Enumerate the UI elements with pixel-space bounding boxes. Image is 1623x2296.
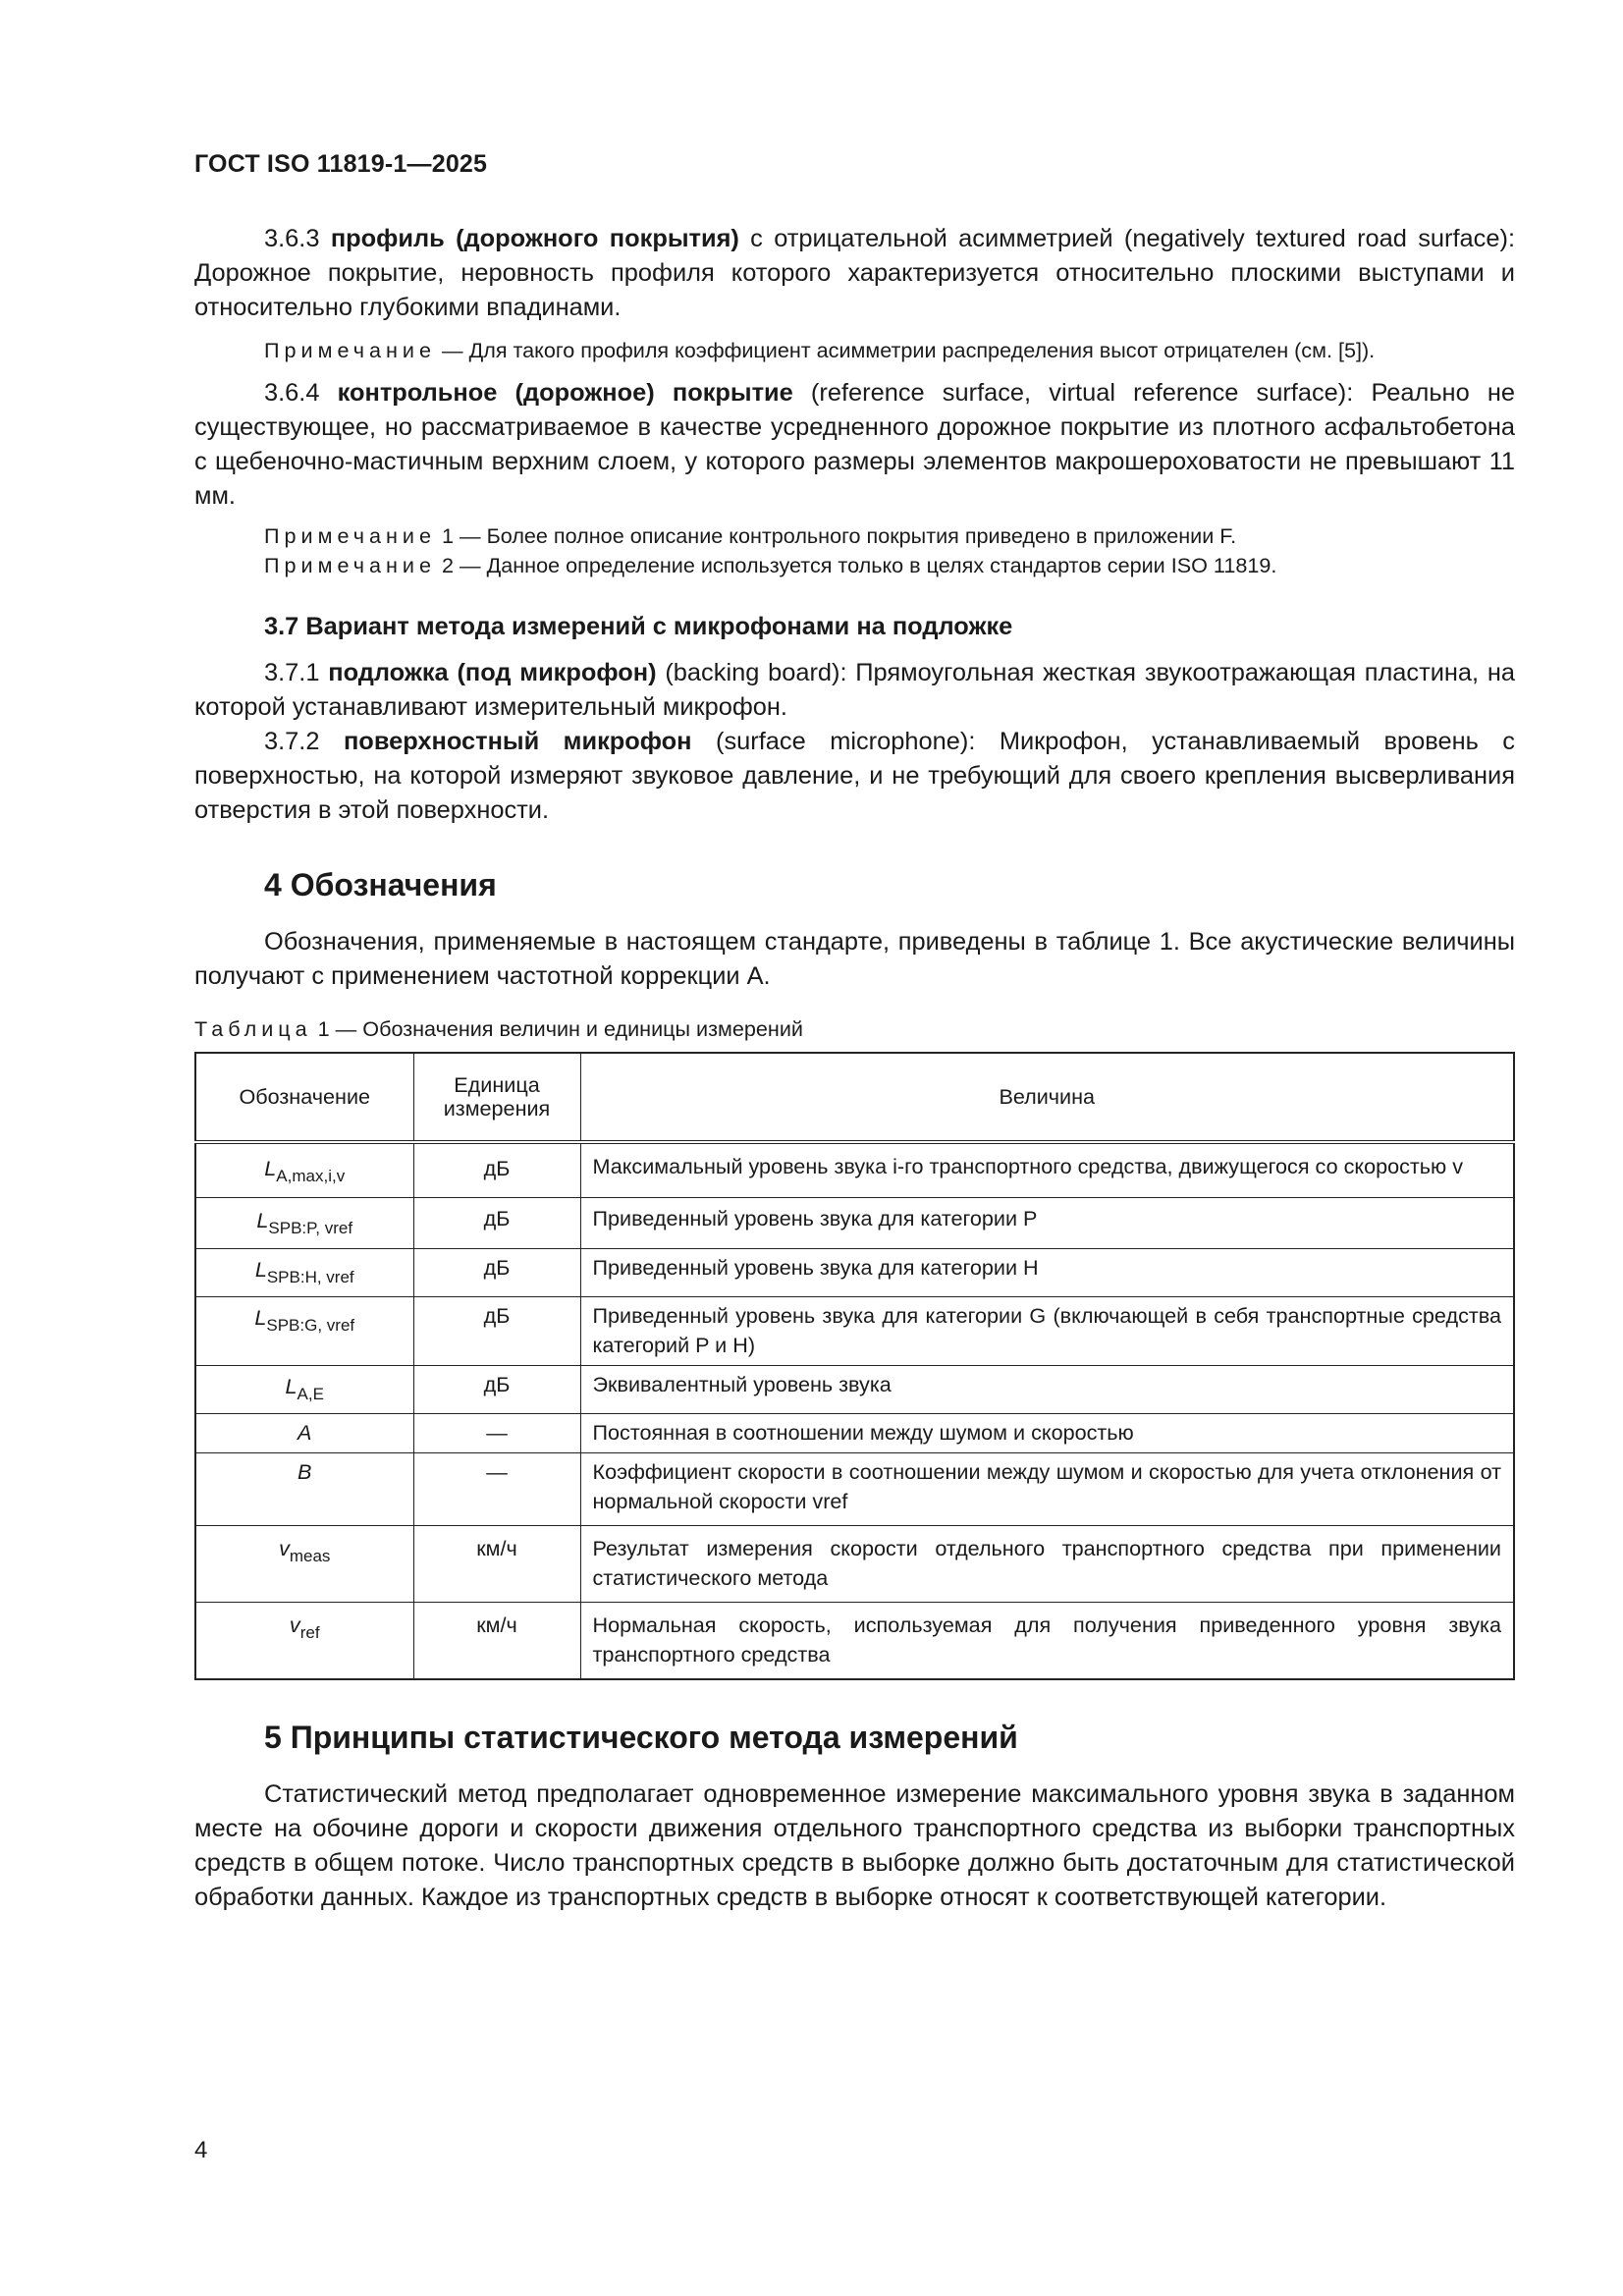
quantity-cell: Максимальный уровень звука i-го транспортного средства, движущегося со скоростью v (580, 1142, 1514, 1198)
table-1-caption (194, 1014, 1515, 1044)
symbol-cell (195, 1526, 413, 1603)
term: поверхностный микрофон (343, 728, 692, 755)
symbol-cell (195, 1249, 413, 1297)
note-3-6-3 (194, 336, 1515, 365)
header-symbol: Обозначение (195, 1053, 413, 1142)
symbol-subscript: A,max,i,v (276, 1167, 346, 1185)
quantity-cell: Приведенный уровень звука для категории G (включающей в себя транспортные средства категорий P и H) (580, 1297, 1514, 1366)
definition-text: (backing board): Прямоугольная жесткая звукоотражающая пластина, на которой устанавливают измерительный микрофон. (194, 659, 1515, 721)
quantity-cell: Приведенный уровень звука для категории H (580, 1249, 1514, 1297)
note-label: Примечание (264, 553, 436, 577)
document-header: ГОСТ ISO 11819-1—2025 (194, 150, 488, 178)
page-content (194, 222, 1515, 1915)
symbol-subscript: SPB:P, vref (268, 1219, 353, 1237)
term: контрольное (дорожное) покрытие (337, 379, 793, 407)
table-caption-text: 1 — Обозначения величин и единицы измерений (311, 1016, 803, 1041)
unit-cell: дБ (413, 1198, 580, 1249)
symbol-main: L (285, 1374, 298, 1398)
symbol-cell (195, 1142, 413, 1198)
unit-cell: дБ (413, 1249, 580, 1297)
symbol-cell (195, 1366, 413, 1414)
table-row (195, 1249, 1514, 1297)
symbol-main: A (298, 1420, 312, 1445)
unit-cell: дБ (413, 1366, 580, 1414)
table-row (195, 1366, 1514, 1414)
symbol-subscript: meas (289, 1547, 331, 1565)
quantity-cell: Нормальная скорость, используемая для получения приведенного уровня звука транспортного средства (580, 1603, 1514, 1680)
note-number: 2 (436, 553, 455, 577)
clause-number: 3.7.1 (264, 659, 320, 686)
symbol-main: L (264, 1156, 277, 1180)
definition-text: (negatively textured road surface): Дорожное покрытие, неровность профиля которого характеризуется относительно плоскими выступами и относительно глубокими впадинами. (194, 225, 1516, 321)
symbol-main: v (289, 1613, 300, 1637)
symbol-main: L (254, 1257, 267, 1282)
table-row (195, 1142, 1514, 1198)
unit-cell: км/ч (413, 1526, 580, 1603)
symbol-cell (195, 1414, 413, 1453)
quantity-cell: Приведенный уровень звука для категории P (580, 1198, 1514, 1249)
term: подложка (под микрофон) (328, 659, 657, 686)
symbol-subscript: A,E (297, 1385, 324, 1403)
table-row (195, 1198, 1514, 1249)
definition-text: (reference surface, virtual reference surface): Реально не существующее, но рассматриваемое в качестве усредненного дорожное покрытие из плотного асфальтобетона с щебеночно-мастичным верхним слоем, у которого размеры элементов макрошероховатости не превышают 11 мм. (194, 379, 1515, 510)
clause-number: 3.6.3 (264, 225, 320, 252)
table-header-row (195, 1053, 1514, 1142)
unit-cell: — (413, 1453, 580, 1526)
unit-cell: дБ (413, 1142, 580, 1198)
quantity-cell: Коэффициент скорости в соотношении между шумом и скоростью для учета отклонения от нормальной скорости vref (580, 1453, 1514, 1526)
quantity-cell: Эквивалентный уровень звука (580, 1366, 1514, 1414)
note-label: Примечание (264, 523, 436, 548)
note-3-6-4-2 (194, 551, 1515, 580)
term-continuation: с отрицательной асимметрией (738, 225, 1113, 252)
header-unit: Единица измерения (413, 1053, 580, 1142)
table-row (195, 1414, 1514, 1453)
symbol-subscript: SPB:H, vref (266, 1268, 354, 1286)
note-text: — Для такого профиля коэффициент асимметрии распределения высот отрицателен (см. [5]). (436, 338, 1376, 362)
symbols-table (194, 1052, 1515, 1680)
section-3-7-heading: 3.7 Вариант метода измерений с микрофонами на подложке (264, 613, 1013, 640)
definition-3-7-2 (194, 725, 1515, 828)
definition-3-6-4 (194, 376, 1515, 514)
symbol-main: L (254, 1305, 267, 1330)
note-label: Примечание (264, 338, 436, 362)
section-5-heading: 5 Принципы статистического метода измерений (264, 1720, 1018, 1755)
note-number: 1 (436, 523, 455, 548)
note-text: — Более полное описание контрольного покрытия приведено в приложении F. (454, 523, 1237, 548)
unit-cell: км/ч (413, 1603, 580, 1680)
unit-cell: дБ (413, 1297, 580, 1366)
symbol-cell (195, 1453, 413, 1526)
symbol-main: v (279, 1536, 290, 1560)
definition-3-6-3 (194, 222, 1515, 325)
table-caption-label: Таблица (194, 1016, 312, 1041)
table-row (195, 1526, 1514, 1603)
note-3-6-4-1 (194, 521, 1515, 551)
table-row (195, 1297, 1514, 1366)
symbol-cell (195, 1603, 413, 1680)
clause-number: 3.6.4 (264, 379, 320, 407)
quantity-cell: Результат измерения скорости отдельного транспортного средства при применении статистического метода (580, 1526, 1514, 1603)
note-text: — Данное определение используется только в целях стандартов серии ISO 11819. (454, 553, 1277, 577)
table-row (195, 1453, 1514, 1526)
symbol-main: B (298, 1459, 312, 1484)
clause-number: 3.7.2 (264, 728, 320, 755)
definition-3-7-1 (194, 656, 1515, 725)
definition-text: (surface microphone): Микрофон, устанавливаемый вровень с поверхностью, на которой измеряют звуковое давление, и не требующий для своего крепления высверливания отверстия в этой поверхности. (194, 728, 1515, 824)
section-4-heading: 4 Обозначения (264, 867, 497, 902)
unit-cell: — (413, 1414, 580, 1453)
section-4-intro: Обозначения, применяемые в настоящем стандарте, приведены в таблице 1. Все акустические величины получают с применением частотной коррекции A. (194, 928, 1515, 990)
symbol-cell (195, 1198, 413, 1249)
symbol-cell (195, 1297, 413, 1366)
term: профиль (дорожного покрытия) (330, 225, 739, 252)
table-row (195, 1603, 1514, 1680)
section-5-body: Статистический метод предполагает одновременное измерение максимального уровня звука в заданном месте на обочине дороги и скорости движения отдельного транспортного средства из выборки транспортных средств в общем потоке. Число транспортных средств в выборке должно быть достаточным для статистической обработки данных. Каждое из транспортных средств в выборке относят к соответствующей категории. (194, 1780, 1515, 1911)
quantity-cell: Постоянная в соотношении между шумом и скоростью (580, 1414, 1514, 1453)
symbol-subscript: SPB:G, vref (266, 1316, 355, 1335)
header-quantity: Величина (580, 1053, 1514, 1142)
symbol-subscript: ref (299, 1623, 320, 1642)
symbol-main: L (256, 1208, 269, 1232)
page-number: 4 (194, 2137, 208, 2163)
